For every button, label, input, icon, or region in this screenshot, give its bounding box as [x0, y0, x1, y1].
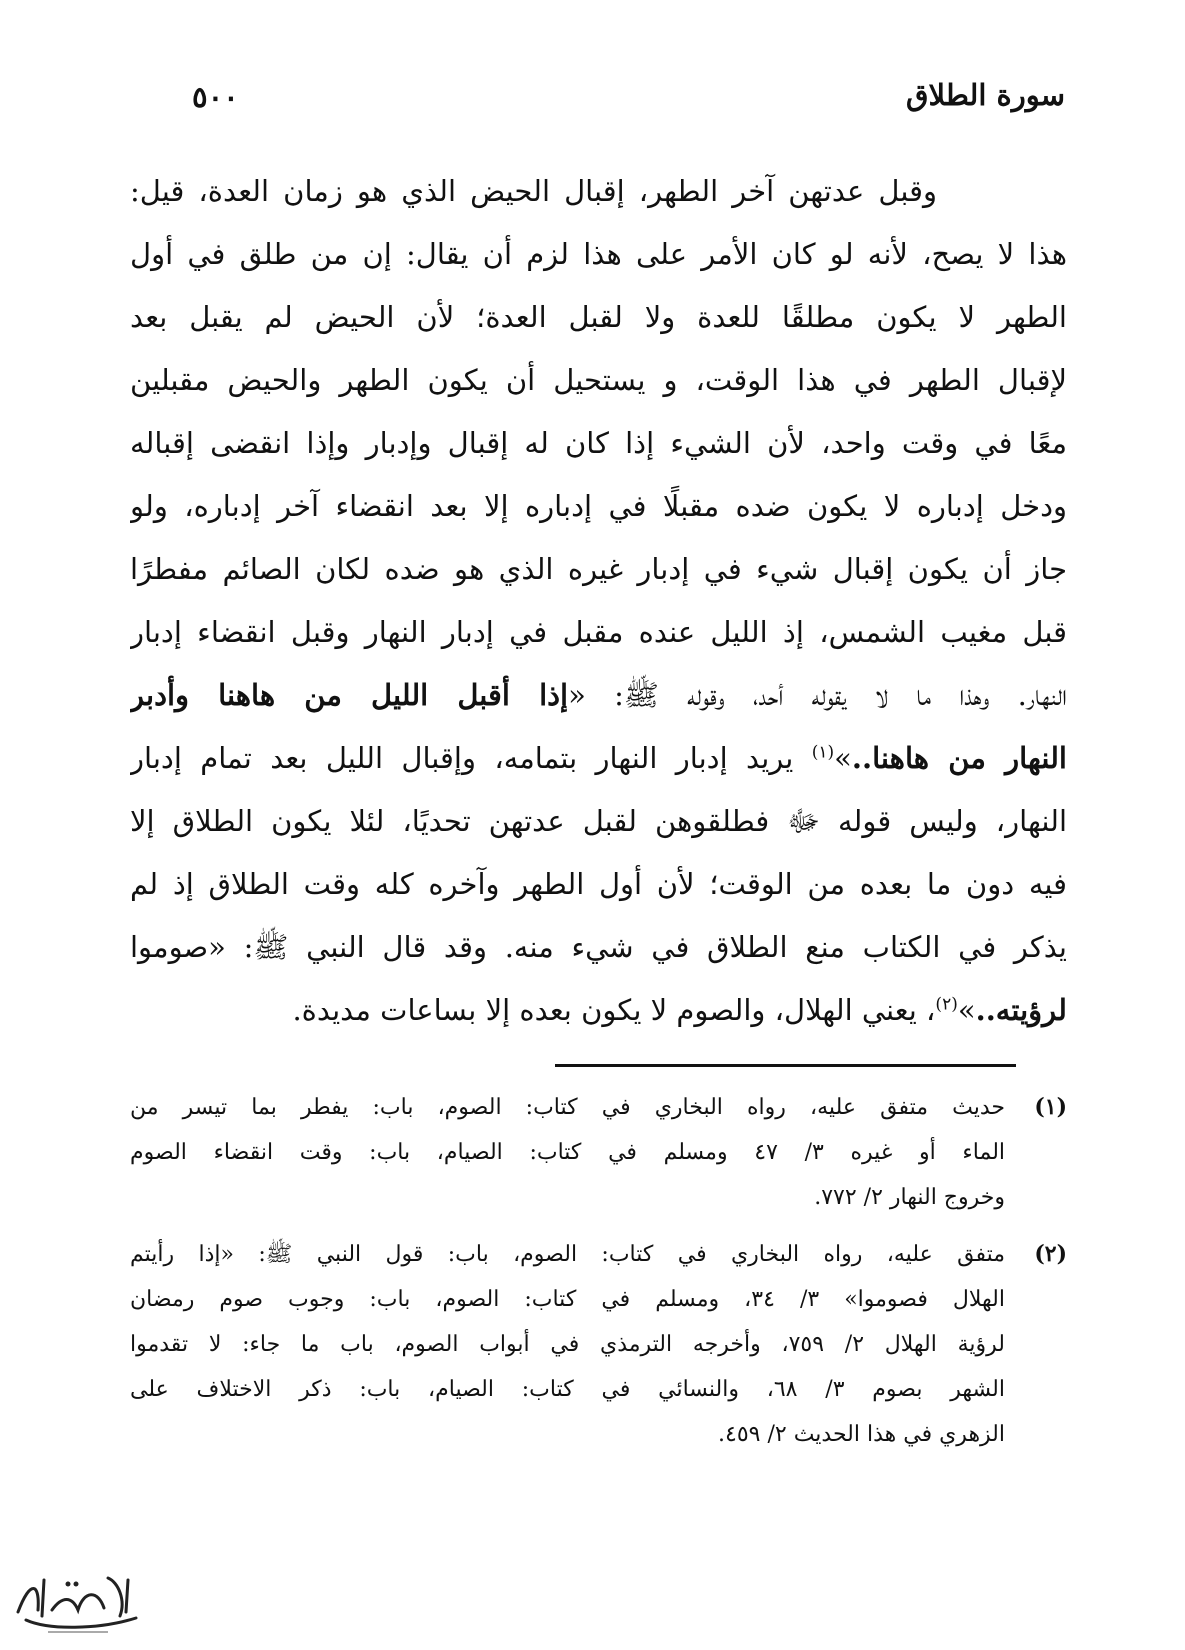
text-line: النهار، وليس قوله ﷻ فطلقوهن لقبل عدتهن تحديًا، لئلا يكون الطلاق إلا: [130, 804, 1067, 838]
footnote-line: الزهري في هذا الحديث ٢/ ٤٥٩.: [718, 1422, 1005, 1447]
footnote-line: متفق عليه، رواه البخاري في كتاب: الصوم، باب: قول النبي ﷺ: «إذا رأيتم: [130, 1242, 1005, 1267]
text-line: وقبل عدتهن آخر الطهر، إقبال الحيض الذي هو زمان العدة، قيل:: [130, 174, 937, 208]
logo-stamp: [8, 1560, 148, 1640]
text-run: يريد إدبار النهار بتمامه، وإقبال الليل بعد تمام إدبار: [130, 741, 812, 775]
text-line: معًا في وقت واحد، لأن الشيء إذا كان له إقبال وإدبار وإذا انقضى إقباله: [130, 426, 1067, 460]
footnotes: [130, 1085, 1067, 1457]
footnote-line: الماء أو غيره ٣/ ٤٧ ومسلم في كتاب: الصيام، باب: وقت انقضاء الصوم: [130, 1140, 1005, 1165]
text-line: فيه دون ما بعده من الوقت؛ لأن أول الطهر وآخره كله وقت الطلاق إذ لم: [130, 867, 1067, 901]
footnote-line: الهلال فصوموا» ٣/ ٣٤، ومسلم في كتاب: الصوم، باب: وجوب صوم رمضان: [130, 1287, 1005, 1312]
text-line: قبل مغيب الشمس، إذ الليل عنده مقبل في إدبار النهار وقبل انقضاء إدبار: [130, 615, 1067, 649]
calligraphy-logo-icon: [8, 1560, 148, 1640]
footnote-2: [130, 1232, 1067, 1457]
footnote-divider: [555, 1064, 1016, 1067]
footnote-line: لرؤية الهلال ٢/ ٧٥٩، وأخرجه الترمذي في أبواب الصوم، باب ما جاء: لا تقدموا: [130, 1332, 1005, 1357]
text-line: يذكر في الكتاب منع الطلاق في شيء منه. وقد قال النبي ﷺ: «صوموا: [130, 930, 1067, 964]
surah-title: سورة الطلاق: [905, 78, 1065, 112]
text-line: الطهر لا يكون مطلقًا للعدة ولا لقبل العدة؛ لأن الحيض لم يقبل بعد: [130, 300, 1067, 334]
text-line: جاز أن يكون إقبال شيء في إدبار غيره الذي هو ضده لكان الصائم مفطرًا: [130, 552, 1067, 586]
text-run: ، يعني الهلال، والصوم لا يكون بعده إلا بساعات مديدة.: [292, 993, 936, 1027]
quote-close: »: [834, 741, 852, 775]
hadith-quote: إذا أقبل الليل من هاهنا وأدبر: [130, 678, 569, 712]
hadith-quote: لرؤيته..: [975, 993, 1067, 1027]
footnote-number: (١): [1034, 1094, 1067, 1120]
page-header: [192, 78, 1065, 128]
quote-close: »: [957, 993, 976, 1027]
text-run: النهار. وهذا ما لا يقوله أحد، وقوله ﷺ: «: [568, 678, 1067, 712]
footnote-line: وخروج النهار ٢/ ٧٧٢.: [814, 1185, 1005, 1210]
text-line: [130, 979, 1067, 1042]
text-line: لإقبال الطهر في هذا الوقت، و يستحيل أن يكون الطهر والحيض مقبلين: [130, 363, 1067, 397]
footnote-line: حديث متفق عليه، رواه البخاري في كتاب: الصوم، باب: يفطر بما تيسر من: [130, 1095, 1005, 1120]
text-line: هذا لا يصح، لأنه لو كان الأمر على هذا لزم أن يقال: إن من طلق في أول: [130, 237, 1067, 271]
hadith-quote: النهار من هاهنا..: [851, 741, 1067, 775]
text-line: [130, 664, 1067, 727]
footnote-1: [130, 1085, 1067, 1220]
page-number: ٥٠٠: [192, 80, 239, 114]
footnote-ref: (٢): [935, 994, 958, 1015]
footnote-number: (٢): [1034, 1241, 1067, 1267]
text-line: ودخل إدباره لا يكون ضده مقبلًا في إدباره إلا بعد انقضاء آخر إدباره، ولو: [130, 489, 1067, 523]
text-line: [130, 727, 1067, 790]
footnote-ref: (١): [811, 742, 835, 763]
main-text: [130, 160, 1067, 1042]
footnote-line: الشهر بصوم ٣/ ٦٨، والنسائي في كتاب: الصيام، باب: ذكر الاختلاف على: [130, 1377, 1005, 1402]
